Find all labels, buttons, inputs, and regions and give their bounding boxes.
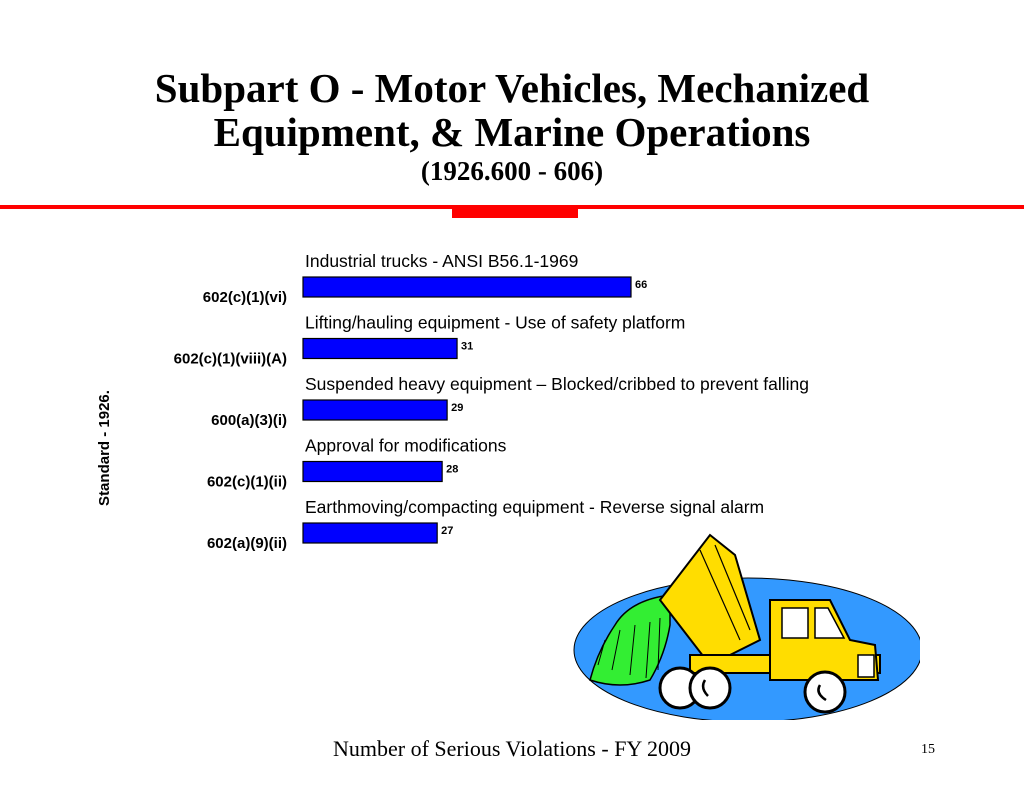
category-label: 602(c)(1)(vi) <box>202 289 287 306</box>
bar-description: Suspended heavy equipment – Blocked/cribbed to prevent falling <box>305 374 809 394</box>
bar-description: Earthmoving/compacting equipment - Reverse signal alarm <box>305 497 765 517</box>
title-subtitle: (1926.600 - 606) <box>420 156 604 186</box>
bars-group <box>174 251 809 552</box>
bar-value-label: 27 <box>441 525 454 537</box>
bar <box>303 462 442 482</box>
bar <box>303 400 447 420</box>
title-line-2: Equipment, & Marine Operations <box>213 109 811 155</box>
bar-description: Lifting/hauling equipment - Use of safety platform <box>305 312 686 333</box>
bar <box>303 339 457 359</box>
bar-description: Approval for modifications <box>305 435 507 456</box>
category-label: 602(c)(1)(viii)(A) <box>173 350 287 368</box>
bar-value-label: 29 <box>451 402 464 414</box>
bar <box>303 523 437 543</box>
category-label: 602(c)(1)(ii) <box>206 473 287 491</box>
title-line-1: Subpart O - Motor Vehicles, Mechanized <box>154 65 870 111</box>
bar-value-label: 28 <box>446 463 459 476</box>
bar-value-label: 66 <box>635 279 648 291</box>
dump-truck-icon <box>560 530 920 720</box>
bar <box>303 277 631 297</box>
bar-description: Industrial trucks - ANSI B56.1-1969 <box>305 251 579 271</box>
bar-value-label: 31 <box>461 340 474 353</box>
category-label: 600(a)(3)(i) <box>211 412 287 429</box>
category-label: 602(a)(9)(ii) <box>206 535 287 552</box>
page-number: 15 <box>921 742 935 757</box>
chart-footer-caption: Number of Serious Violations - FY 2009 <box>333 736 691 761</box>
y-axis-label: Standard - 1926. <box>96 390 113 506</box>
